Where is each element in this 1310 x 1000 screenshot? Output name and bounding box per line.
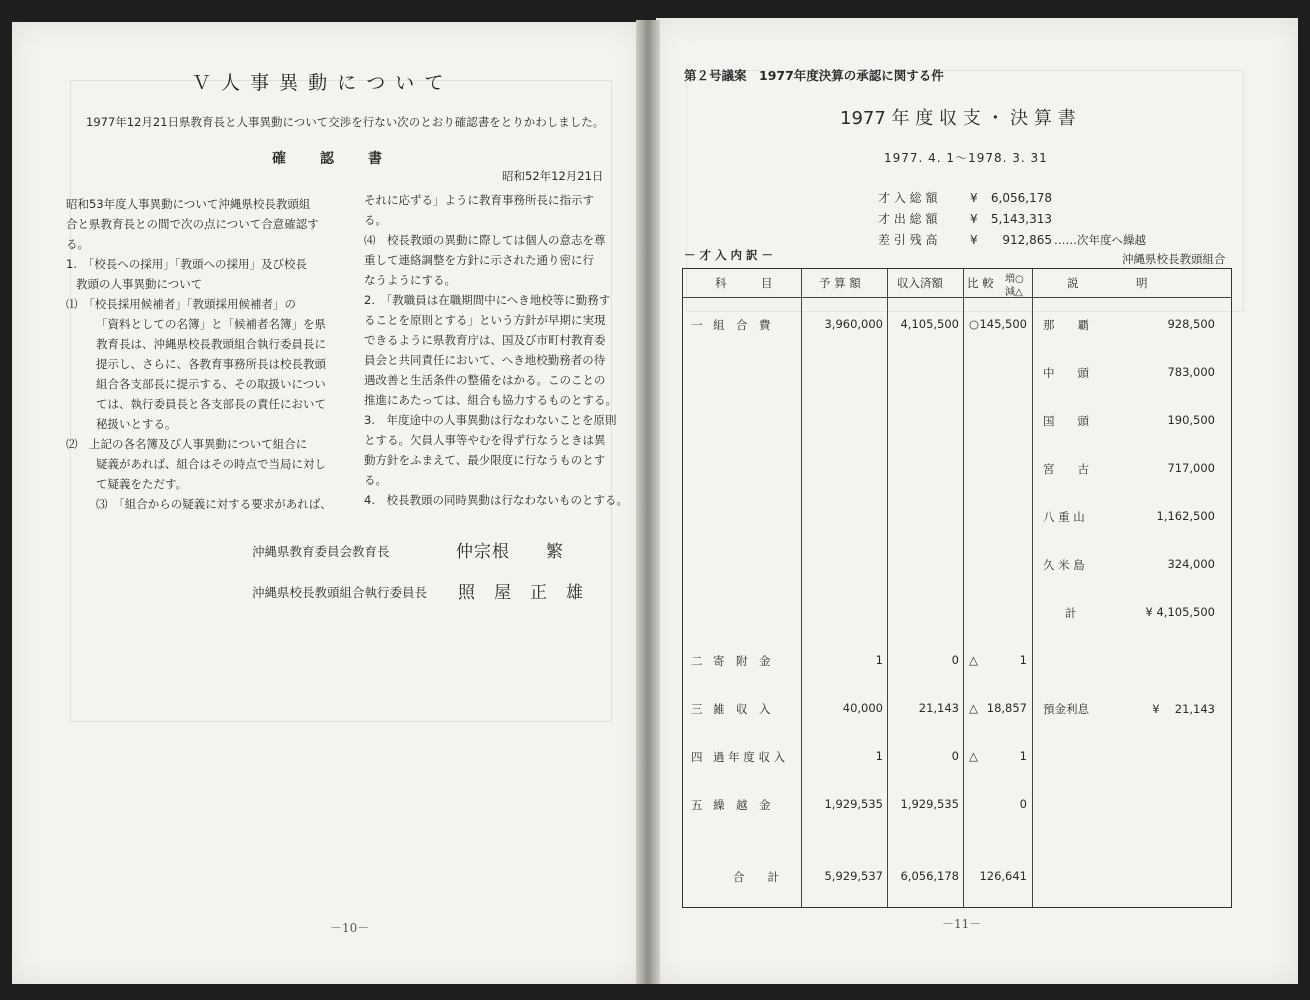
agreement-line: 遇改善と生活条件の整備をはかる。このことの	[364, 373, 606, 387]
agreement-line: ⑵ 上記の各名簿及び人事異動について組合に	[66, 437, 308, 451]
agreement-column-1	[66, 194, 332, 514]
agreement-line: ⑶ 「組合からの疑義に対する要求があれば、	[96, 497, 332, 511]
header-budget: 予 算 額	[819, 276, 861, 290]
agreement-line: 教頭の人事異動について	[76, 277, 203, 291]
agreement-line: 員会と共同責任において、へき地校勤務者の待	[364, 353, 606, 367]
summary-label: 才 出 総 額	[878, 212, 938, 226]
row-number: 四	[691, 750, 703, 764]
right-page-number: －11－	[942, 917, 982, 931]
agreement-line: 疑義があれば、組合はその時点で当局に対し	[96, 457, 326, 471]
row-subject: 過 年 度 収 入	[713, 750, 786, 764]
branch-name: 八 重 山	[1043, 510, 1085, 524]
branch-total-value: ¥ 4,105,500	[1145, 605, 1215, 619]
row-received: 1,929,535	[900, 797, 959, 811]
agreement-line: る。	[364, 473, 387, 487]
left-page-number: －10－	[330, 921, 370, 935]
header-explanation: 説 明	[1067, 276, 1148, 290]
row-number: 二	[691, 654, 703, 668]
interest-label: 預金利息	[1043, 702, 1089, 716]
row-number: 三	[691, 702, 703, 716]
interest-value: ¥ 21,143	[1152, 702, 1215, 716]
summary-yen: ¥	[970, 212, 978, 226]
agreement-line: 動方針をふまえて、最少限度に行なうものとす	[364, 453, 606, 467]
row-budget: 1,929,535	[824, 797, 883, 811]
row-compare: 0	[1019, 797, 1027, 811]
agreement-line: 教育長は、沖縄県校長教頭組合執行委員長に	[96, 337, 326, 351]
intro-text: 1977年12月21日県教育長と人事異動について交渉を行ない次のとおり確認書をとりかわしました。	[86, 115, 605, 129]
document-title: 確 認 書	[272, 151, 384, 167]
row-number: 一	[691, 318, 703, 332]
row-subject: 組 合 費	[713, 318, 771, 332]
header-subject: 科 目	[715, 276, 773, 290]
header-incdec-bottom: 減△	[1005, 287, 1023, 298]
row-subject: 繰 越 金	[713, 798, 771, 812]
agreement-column-2	[364, 190, 628, 510]
summary-label: 差 引 残 高	[878, 233, 938, 247]
revenue-table	[682, 268, 1232, 908]
summary-value: 6,056,178	[990, 191, 1052, 205]
row-subject: 寄 附 金	[713, 654, 771, 668]
row-subject: 雑 収 入	[713, 702, 771, 716]
header-incdec-top: 増○	[1005, 274, 1024, 285]
agenda-title: 第２号議案 1977年度決算の承認に関する件	[684, 68, 944, 83]
agreement-line: 秘扱いとする。	[96, 417, 177, 431]
signatory-2-name: 照 屋 正 雄	[458, 583, 584, 603]
summary-yen: ¥	[970, 233, 978, 247]
branch-name: 久 米 島	[1043, 558, 1085, 572]
row-mark: ○	[969, 317, 980, 331]
summary-value: 5,143,313	[990, 212, 1052, 226]
signatory-1-name: 仲宗根 繁	[456, 542, 564, 562]
total-compare: 126,641	[979, 869, 1027, 883]
agreement-line: 「資料としての名簿」と「候補者名簿」を県	[96, 317, 326, 331]
agreement-line: 合と県教育長との間で次の点について合意確認す	[66, 217, 319, 231]
agreement-line: 昭和53年度人事異動について沖縄県校長教頭組	[66, 197, 311, 211]
row-mark: △	[969, 653, 978, 667]
row-received: 4,105,500	[900, 317, 959, 331]
agreement-line: なうようにする。	[364, 273, 456, 287]
branch-value: 190,500	[1167, 413, 1215, 427]
row-budget: 3,960,000	[824, 317, 883, 331]
branch-total-label: 計	[1065, 606, 1077, 620]
header-received: 収入済額	[897, 276, 943, 290]
agreement-line: できるように県教育庁は、国及び市町村教育委	[364, 333, 606, 347]
summary-value: 912,865	[1002, 233, 1052, 247]
agreement-line: 推進にあたっては、組合も協力するものとする。	[364, 393, 617, 407]
agreement-line: る。	[66, 237, 89, 251]
branch-name: 那 覇	[1043, 318, 1089, 332]
total-received: 6,056,178	[900, 869, 959, 883]
header-compare: 比 較	[967, 276, 994, 290]
total-budget: 5,929,537	[824, 869, 883, 883]
agreement-line: ることを原則とする」という方針が早期に実現	[364, 313, 606, 327]
row-mark: △	[969, 701, 978, 715]
section-heading: Ｖ 人 事 異 動 に つ い て	[192, 72, 446, 94]
branch-value: 928,500	[1167, 317, 1215, 331]
agreement-line: て疑義をただす。	[96, 477, 188, 491]
agreement-line: 組合各支部長に提示する、その取扱いについ	[96, 377, 326, 391]
row-compare: 18,857	[986, 701, 1027, 715]
row-received: 0	[951, 653, 959, 667]
agreement-line: ては、執行委員長と各支部長の責任において	[96, 397, 326, 411]
branch-name: 宮 古	[1043, 462, 1089, 476]
organization-name: 沖縄県校長教頭組合	[1122, 252, 1226, 266]
agreement-line: 2. 「教職員は在職期間中にへき地校等に勤務す	[364, 293, 611, 307]
row-budget: 1	[875, 653, 883, 667]
row-budget: 1	[875, 749, 883, 763]
total-label: 合 計	[733, 870, 779, 884]
row-mark: △	[969, 749, 978, 763]
signatory-1-title: 沖縄県教育委員会教育長	[252, 544, 390, 559]
row-compare: 1	[1019, 749, 1027, 763]
agreement-line: 提示し、さらに、各教育事務所長は校長教頭	[96, 357, 326, 371]
row-compare: 1	[1019, 653, 1027, 667]
book-spine	[636, 20, 660, 984]
signatory-2-title: 沖縄県校長教頭組合執行委員長	[252, 585, 428, 600]
branch-name: 中 頭	[1043, 366, 1089, 380]
summary-yen: ¥	[970, 191, 978, 205]
agreement-line: 3. 年度途中の人事異動は行なわないことを原則	[364, 413, 617, 427]
agreement-line: 重して連絡調整を方針に示された通り密に行	[364, 253, 594, 267]
agreement-line: る。	[364, 213, 387, 227]
row-received: 21,143	[918, 701, 959, 715]
row-compare: 145,500	[979, 317, 1027, 331]
agreement-line: ⑴ 「校長採用候補者」「教頭採用候補者」の	[66, 297, 296, 311]
row-budget: 40,000	[842, 701, 883, 715]
statement-title: 1977 年 度 収 支 ・ 決 算 書	[840, 108, 1076, 129]
branch-value: 717,000	[1167, 461, 1215, 475]
row-received: 0	[951, 749, 959, 763]
summary-note: ……次年度へ繰越	[1054, 233, 1146, 247]
branch-name: 国 頭	[1043, 414, 1089, 428]
section-label: － 才 入 内 訳 －	[684, 248, 774, 262]
document-date: 昭和52年12月21日	[502, 169, 604, 183]
fiscal-period: 1977. 4. 1〜1978. 3. 31	[884, 151, 1048, 165]
branch-value: 324,000	[1167, 557, 1215, 571]
branch-value: 1,162,500	[1156, 509, 1215, 523]
summary-label: 才 入 総 額	[878, 191, 938, 205]
agreement-line: それに応ずる」ように教育事務所長に指示す	[364, 193, 594, 207]
branch-value: 783,000	[1167, 365, 1215, 379]
agreement-line: 4. 校長教頭の同時異動は行なわないものとする。	[364, 493, 628, 507]
agreement-line: ⑷ 校長教頭の異動に際しては個人の意志を尊	[364, 233, 606, 247]
agreement-line: とする。欠員人事等やむを得ず行なうときは異	[364, 433, 606, 447]
agreement-line: 1. 「校長への採用」「教頭への採用」及び校長	[66, 257, 307, 271]
row-number: 五	[691, 798, 703, 812]
